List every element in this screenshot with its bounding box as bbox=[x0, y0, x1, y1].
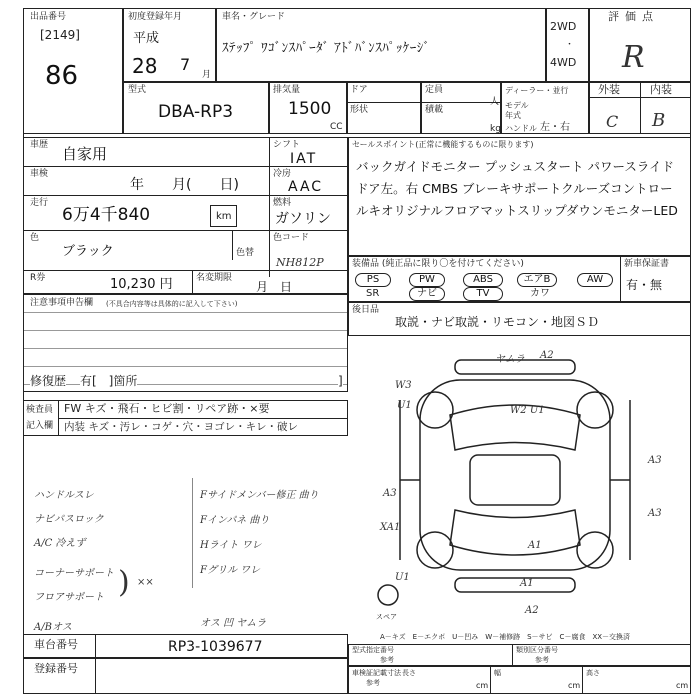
handwritten-left bbox=[34, 486, 114, 642]
length-unit: cm bbox=[476, 681, 489, 690]
handle-label: ハンドル bbox=[505, 124, 537, 133]
ext-value: C bbox=[606, 112, 619, 131]
shift-label: シフト bbox=[273, 140, 301, 150]
mark-a1-rear: A1 bbox=[520, 578, 534, 589]
fuel-value: ガソリン bbox=[275, 211, 331, 227]
hw-center-5: オス 凹 ヤムラ bbox=[200, 618, 267, 629]
spare-label: スペア bbox=[376, 613, 397, 621]
handle-value: 左・右 bbox=[540, 122, 570, 133]
cc-unit: CC bbox=[330, 122, 343, 132]
repair-bracket: ] bbox=[338, 374, 343, 388]
mark-yamura: ヤムラ bbox=[495, 354, 525, 365]
cc-label: 排気量 bbox=[273, 85, 301, 95]
mark-a1-mid: A1 bbox=[528, 540, 542, 551]
color-code-label: 色コード bbox=[273, 233, 310, 243]
equip-abs: ABS bbox=[463, 273, 503, 287]
size-reference: 参考 bbox=[366, 679, 380, 687]
equip-aw: AW bbox=[577, 273, 613, 287]
int-value: B bbox=[652, 110, 666, 131]
model-name: ｽﾃｯﾌﾟ ﾜｺﾞﾝｽﾊﾟｰﾀﾞ ｱﾄﾞﾊﾞﾝｽﾊﾟｯｹｰｼﾞ bbox=[222, 41, 431, 56]
model-year-label: モデル年式 bbox=[505, 101, 529, 120]
inspector-label-2: 記入欄 bbox=[26, 421, 54, 431]
int-label: 内装 bbox=[650, 83, 672, 96]
inspector-label-1: 検査員 bbox=[26, 405, 54, 415]
hw-left-1: ハンドルスレ bbox=[34, 490, 94, 501]
inspector-int-line: 内装 キズ・汚レ・コゲ・穴・ヨゴレ・キレ・破レ bbox=[64, 421, 299, 433]
mark-a3-left: A3 bbox=[383, 488, 397, 499]
equip-navi: ナビ bbox=[409, 287, 445, 301]
mark-a3-right1: A3 bbox=[648, 455, 662, 466]
category-reference: 参考 bbox=[535, 656, 549, 664]
color-label: 色 bbox=[30, 233, 40, 243]
hw-bracket: ) bbox=[118, 565, 130, 600]
first-reg-label: 初度登録年月 bbox=[128, 12, 183, 22]
ac-label: 冷房 bbox=[273, 169, 292, 179]
ac-value: AAC bbox=[288, 179, 324, 195]
recycle-label: R券 bbox=[30, 273, 46, 283]
mileage-label: 走行 bbox=[30, 198, 49, 208]
mileage-value: 6万4千840 bbox=[62, 205, 151, 225]
equip-pw: PW bbox=[409, 273, 445, 287]
title-value: 月 日 bbox=[256, 280, 293, 294]
mark-a2-rear: A2 bbox=[525, 605, 539, 616]
reg-year: 28 bbox=[132, 54, 158, 78]
inspection-value: 年 月( 日) bbox=[130, 177, 239, 193]
score-label: 評価点 bbox=[608, 10, 659, 23]
color-change-label: 色替 bbox=[236, 248, 255, 258]
mark-w3: W3 bbox=[395, 380, 412, 391]
lot-number: 86 bbox=[45, 61, 79, 91]
load-label: 積載 bbox=[425, 105, 444, 115]
equip-sr: SR bbox=[366, 288, 380, 299]
hw-left-2: ナビパスロック bbox=[34, 514, 104, 525]
equip-tv: TV bbox=[463, 287, 503, 301]
color-code-value: NH812P bbox=[276, 256, 324, 269]
lot-sub: [2149] bbox=[40, 28, 80, 42]
cc-value: 1500 bbox=[288, 99, 332, 119]
hw-center-3: Hライト ワレ bbox=[200, 540, 262, 551]
width-unit: cm bbox=[568, 681, 581, 690]
reg-month-unit: 月 bbox=[202, 70, 212, 80]
chassis-label: 車台番号 bbox=[34, 638, 78, 651]
recycle-value: 10,230 円 bbox=[110, 277, 173, 292]
equipment-label: 装備品 (純正品に限り〇を付けてください) bbox=[352, 259, 524, 269]
inspector-ext-line: FW キズ・飛石・ヒビ割・リペア跡・×要 bbox=[64, 402, 270, 415]
rear-notes-label: 後日品 bbox=[352, 305, 380, 315]
sales-points-text: バックガイドモニター プッシュスタート パワースライドドア左。右 CMBS ブレーキサポートクルーズコントロールキオリジナルフロアマットスリップダウンモニターLED bbox=[356, 159, 678, 218]
mark-xa1: XA1 bbox=[380, 522, 401, 533]
dealer-label: ディーラー・並行 bbox=[505, 86, 569, 95]
warranty-label: 新車保証書 bbox=[624, 259, 670, 269]
hw-left-4: コーナーサポート bbox=[34, 568, 114, 579]
handwritten-center bbox=[200, 486, 319, 586]
height-unit: cm bbox=[676, 681, 689, 690]
height-label: 高さ bbox=[586, 669, 600, 677]
rear-notes-text: 取説・ナビ取説・リモコン・地図ＳＤ bbox=[395, 315, 600, 329]
door-label: ドア bbox=[350, 85, 368, 95]
sales-points-label: セールスポイント(正常に機能するものに限ります) bbox=[352, 140, 534, 149]
hw-left-5: フロアサポート bbox=[34, 592, 104, 603]
cert-reference: 参考 bbox=[380, 656, 394, 664]
load-unit: kg bbox=[490, 124, 501, 134]
reg-label: 登録番号 bbox=[34, 662, 78, 675]
mark-u1-left: U1 bbox=[397, 400, 412, 411]
mark-a3-right2: A3 bbox=[648, 508, 662, 519]
hw-center-1: Fサイドメンバー修正 曲り bbox=[200, 490, 319, 501]
color-value: ブラック bbox=[62, 244, 114, 259]
hw-center-4: Fグリル ワレ bbox=[200, 565, 261, 576]
length-label: 長さ bbox=[402, 669, 416, 677]
model-label: 車名・グレード bbox=[222, 12, 286, 22]
equip-leather: カワ bbox=[530, 288, 550, 299]
history-label: 車歴 bbox=[30, 140, 49, 150]
ext-label: 外装 bbox=[598, 83, 620, 96]
lot-label: 出品番号 bbox=[30, 12, 67, 22]
notes-sub: (不具合内容等は具体的に記入して下さい) bbox=[106, 300, 238, 308]
history-value: 自家用 bbox=[62, 145, 108, 163]
capacity-label: 定員 bbox=[425, 85, 444, 95]
certification-label: 型式指定番号 bbox=[352, 646, 394, 654]
equip-airbag: エアB bbox=[517, 273, 557, 287]
size-label: 車検証記載寸法 bbox=[352, 669, 401, 677]
damage-legend: A－キズ E－エクボ U－凹み W－補修跡 S－サビ C－腐食 XX－交換済 bbox=[380, 633, 631, 641]
chassis-value: RP3-1039677 bbox=[168, 639, 263, 655]
mileage-unit: km bbox=[216, 211, 232, 222]
hw-cross: ×× bbox=[137, 577, 154, 588]
hw-left-6: A/Bオス bbox=[34, 622, 72, 633]
title-label: 名変期限 bbox=[196, 273, 233, 283]
mark-u1-lower: U1 bbox=[395, 572, 410, 583]
fuel-label: 燃料 bbox=[273, 198, 292, 208]
repair-label: 修復歴 bbox=[30, 374, 67, 388]
shape-label: 形状 bbox=[350, 105, 369, 115]
type-value: DBA-RP3 bbox=[158, 102, 234, 122]
category-label: 類別区分番号 bbox=[516, 646, 558, 654]
hw-left-3: A/C 冷えず bbox=[34, 538, 86, 549]
equip-ps: PS bbox=[355, 273, 391, 287]
notes-label: 注意事項申告欄 bbox=[30, 298, 94, 308]
mark-a2-top: A2 bbox=[540, 350, 554, 361]
width-label: 幅 bbox=[494, 669, 501, 677]
drive-2wd: 2WD bbox=[550, 20, 577, 33]
mark-w2u1: W2 U1 bbox=[510, 405, 545, 416]
hw-center-2: Fインパネ 曲り bbox=[200, 515, 270, 526]
shift-value: IAT bbox=[290, 151, 318, 167]
reg-month: 7 bbox=[180, 55, 191, 74]
score-value: R bbox=[622, 40, 645, 75]
type-label: 型式 bbox=[128, 85, 147, 95]
era: 平成 bbox=[133, 31, 160, 46]
capacity-unit: 人 bbox=[490, 97, 500, 107]
repair-value: 有[ ]箇所 bbox=[80, 374, 138, 388]
inspection-label: 車検 bbox=[30, 169, 49, 179]
drive-dot: ・ bbox=[565, 40, 575, 50]
warranty-value: 有・無 bbox=[626, 278, 663, 292]
drive-4wd: 4WD bbox=[550, 56, 577, 69]
